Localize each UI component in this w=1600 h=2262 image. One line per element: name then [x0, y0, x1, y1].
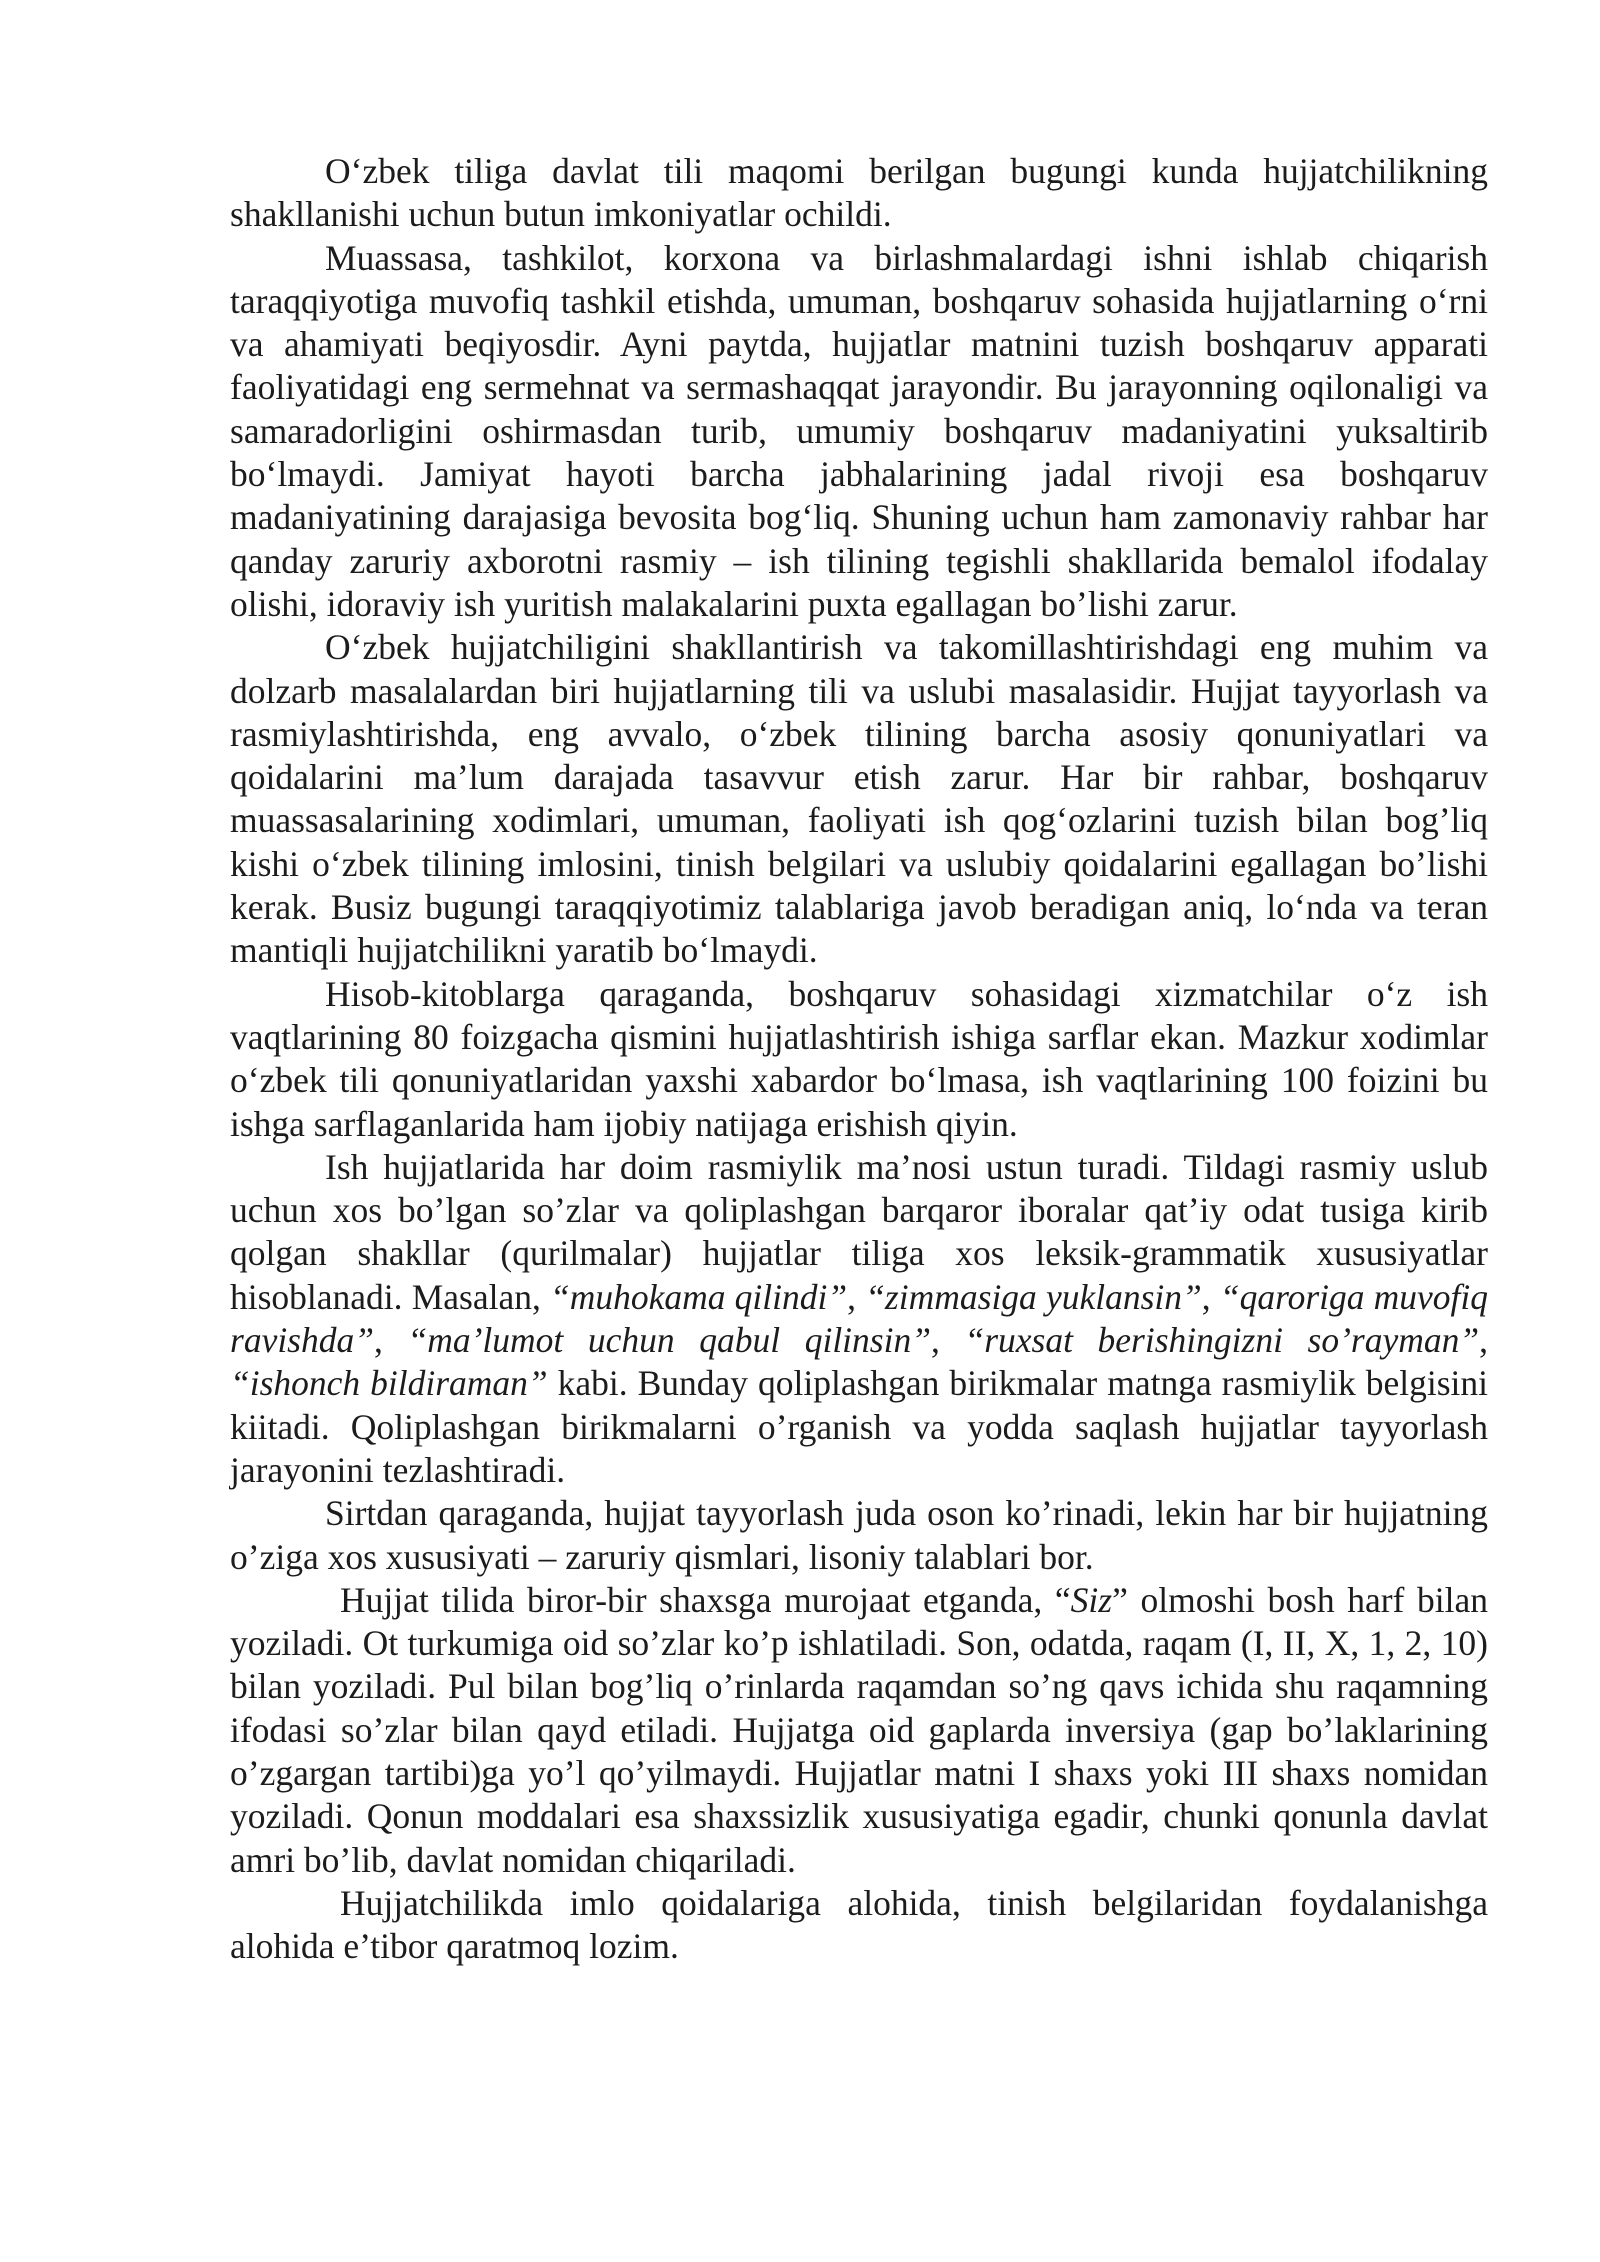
- paragraph-4: Hisob-kitoblarga qaraganda, boshqaruv sohasidagi xizmatchilar o‘z ish vaqtlarining 80 foizgacha qismini hujjatlashtirish ishiga sarflar ekan. Mazkur xodimlar o‘zbek tili qonuniyatlaridan yaxshi xabardor bo‘lmasa, ish vaqtlarining 100 foizini bu ishga sarflaganlarida ham ijobiy natijaga erishish qiyin.: [230, 973, 1488, 1144]
- paragraph-3: O‘zbek hujjatchiligini shakllantirish va takomillashtirishdagi eng muhim va dolzarb masalalardan biri hujjatlarning tili va uslubi masalasidir. Hujjat tayyorlash va rasmiylashtirishda, eng avvalo, o‘zbek tilining barcha asosiy qonuniyatlari va qoidalarini ma’lum darajada tasavvur etish zarur. Har bir rahbar, boshqaruv muassasalarining xodimlari, umuman, faoliyati ish qog‘ozlarini tuzish bilan bog’liq kishi o‘zbek tilining imlosini, tinish belgilari va uslubiy qoidalarini egallagan bo’lishi kerak. Busiz bugungi taraqqiyotimiz talablariga javob beradigan aniq, lo‘nda va teran mantiqli hujjatchilikni yaratib bo‘lmaydi.: [230, 627, 1488, 971]
- paragraph-1: O‘zbek tiliga davlat tili maqomi berilgan bugungi kunda hujjatchilikning shakllanishi uchun butun imkoniyatlar ochildi.: [230, 151, 1488, 235]
- paragraph-5: [230, 1146, 1488, 1492]
- separator: ,: [1479, 1320, 1489, 1361]
- example-phrase: “ma’lumot uchun qabul qilinsin”: [407, 1320, 931, 1361]
- separator: ,: [1201, 1276, 1220, 1317]
- example-phrase: “ishonch bildiraman”: [230, 1363, 548, 1404]
- paragraph-5-text: Ish hujjatlarida har doim rasmiylik ma’nosi ustun turadi. Tildagi rasmiy uslub uchun xos bo’lgan so’zlar va qoliplashgan barqaror iboralar qat’iy odat tusiga kirib qolgan shakllar (qurilmalar) hujjatlar tiliga xos leksik-grammatik xususiyatlar hisoblanadi. Masalan,: [230, 1146, 1488, 1317]
- paragraph-2: Muassasa, tashkilot, korxona va birlashmalardagi ishni ishlab chiqarish taraqqiyotiga muvofiq tashkil etishda, umuman, boshqaruv sohasida hujjatlarning o‘rni va ahamiyati beqiyosdir. Ayni paytda, hujjatlar matnini tuzish boshqaruv apparati faoliyatidagi eng sermehnat va sermashaqqat jarayondir. Bu jarayonning oqilonaligi va samaradorligini oshirmasdan turib, umumiy boshqaruv madaniyatini yuksaltirib bo‘lmaydi. Jamiyat hayoti barcha jabhalarining jadal rivoji esa boshqaruv madaniyatining darajasiga bevosita bog‘liq. Shuning uchun ham zamonaviy rahbar har qanday zaruriy axborotni rasmiy – ish tilining tegishli shakllarida bemalol ifodalay olishi, idoraviy ish yuritish malakalarini puxta egallagan bo’lishi zarur.: [230, 237, 1488, 624]
- paragraph-7-text: Hujjat tilida biror-bir shaxsga murojaat etganda, “: [340, 1579, 1071, 1620]
- example-phrase: “ruxsat berishingizni so’rayman”: [964, 1320, 1480, 1361]
- separator: ,: [374, 1320, 408, 1361]
- paragraph-8: Hujjatchilikda imlo qoidalariga alohida, tinish belgilaridan foydalanishga alohida e’tibor qaratmoq lozim.: [230, 1882, 1488, 1967]
- separator: ,: [847, 1276, 866, 1317]
- paragraph-7-text-end: ” olmoshi bosh harf bilan yoziladi. Ot turkumiga oid so’zlar ko’p ishlatiladi. Son, odatda, raqam (I, II, X, 1, 2, 10) bilan yoziladi. Pul bilan bog’liq o’rinlarda raqamdan so’ng qavs ichida shu raqamning ifodasi so’zlar bilan qayd etiladi. Hujjatga oid gaplarda inversiya (gap bo’laklarining o’zgargan tartibi)ga yo’l qo’yilmaydi. Hujjatlar matni I shaxs yoki III shaxs nomidan yoziladi. Qonun moddalari esa shaxssizlik xususiyatiga egadir, chunki qonunla davlat amri bo’lib, davlat nomidan chiqariladi.: [230, 1579, 1489, 1880]
- document-page: [230, 150, 1488, 1968]
- pronoun-siz: Siz: [1070, 1579, 1113, 1620]
- example-phrase: “qaroriga muvofiq ravishda”: [230, 1276, 1489, 1361]
- paragraph-6: Sirtdan qaraganda, hujjat tayyorlash juda oson ko’rinadi, lekin har bir hujjatning o’ziga xos xususiyati – zaruriy qismlari, lisoniy talablari bor.: [230, 1493, 1488, 1577]
- paragraph-7: [230, 1579, 1488, 1882]
- separator: ,: [930, 1320, 965, 1361]
- paragraph-5-text-end: kabi. Bunday qoliplashgan birikmalar matnga rasmiylik belgisini kiitadi. Qoliplashgan birikmalarni o’rganish va yodda saqlash hujjatlar tayyorlash jarayonini tezlashtiradi.: [230, 1363, 1488, 1490]
- example-phrase: “muhokama qilindi”: [550, 1276, 848, 1317]
- example-phrase: “zimmasiga yuklansin”: [865, 1276, 1202, 1317]
